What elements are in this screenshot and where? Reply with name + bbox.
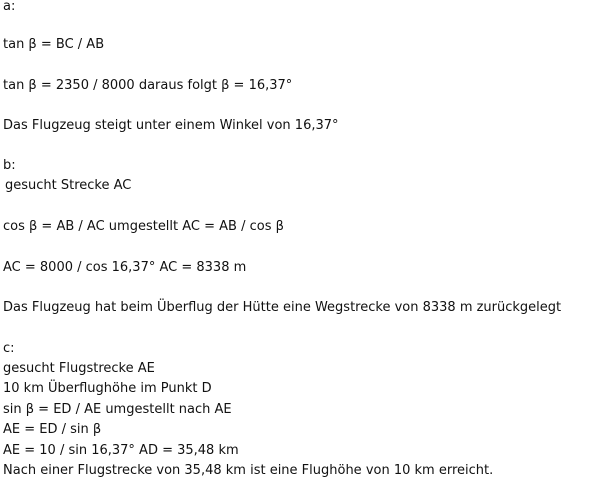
altitude-given: 10 km Überflughöhe im Punkt D bbox=[3, 381, 212, 396]
ac-calculation: AC = 8000 / cos 16,37° AC = 8338 m bbox=[3, 260, 247, 275]
result-distance-statement: Das Flugzeug hat beim Überflug der Hütte eine Wegstrecke von 8338 m zurückgelegt bbox=[3, 300, 562, 315]
ae-formula: AE = ED / sin β bbox=[3, 422, 102, 437]
sought-ac-label: gesucht Strecke AC bbox=[5, 178, 132, 193]
result-angle-statement: Das Flugzeug steigt unter einem Winkel von 16,37° bbox=[3, 118, 339, 133]
section-b-label: b: bbox=[3, 158, 16, 173]
result-flight-distance-statement: Nach einer Flugstrecke von 35,48 km ist eine Flughöhe von 10 km erreicht. bbox=[3, 463, 494, 478]
sin-formula: sin β = ED / AE umgestellt nach AE bbox=[3, 402, 232, 417]
tan-formula: tan β = BC / AB bbox=[3, 37, 105, 52]
tan-calculation: tan β = 2350 / 8000 daraus folgt β = 16,37° bbox=[3, 78, 293, 93]
section-c-label: c: bbox=[3, 341, 15, 356]
cos-formula: cos β = AB / AC umgestellt AC = AB / cos β bbox=[3, 219, 284, 234]
section-a-label: a: bbox=[3, 0, 16, 14]
sought-ae-label: gesucht Flugstrecke AE bbox=[3, 361, 155, 376]
ae-calculation: AE = 10 / sin 16,37° AD = 35,48 km bbox=[3, 443, 239, 458]
